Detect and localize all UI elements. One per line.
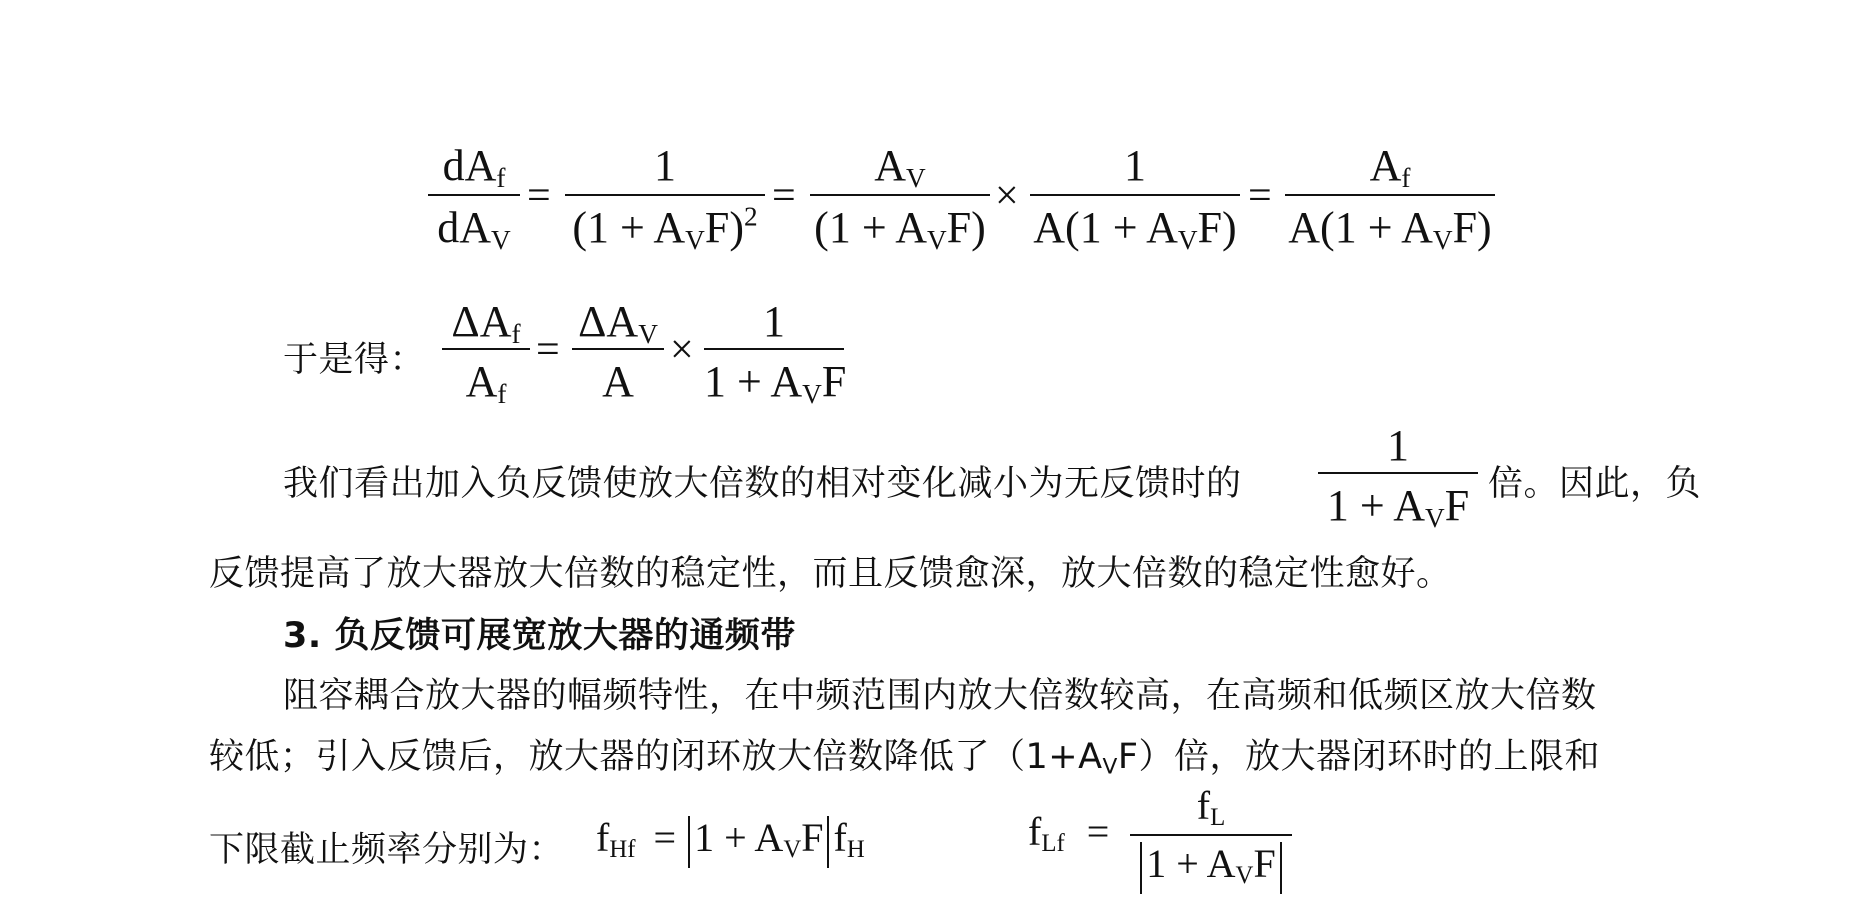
paragraph-line: 倍。因此，负: [1488, 464, 1702, 504]
fraction-delta-av: $\Delta A_V$ A: [572, 296, 664, 416]
fraction-term2: $A_V$ $(1 + A_VF)$: [810, 140, 990, 260]
equals-sign: =: [1248, 173, 1272, 219]
fraction-delta-af: $\Delta A_f$ $A_f$: [442, 296, 530, 416]
equals-sign: =: [536, 327, 560, 373]
fraction-lower-cutoff: $f_L$ $1 + A_VF$: [1130, 782, 1292, 898]
paragraph-line: 反馈提高了放大器放大倍数的稳定性，而且反馈愈深，放大倍数的稳定性愈好。: [209, 554, 1452, 594]
paragraph-line: 较低；引入反馈后，放大器的闭环放大倍数降低了$(1+A_VF)$倍，放大器闭环时的上限和: [209, 737, 1601, 780]
fraction-one-over-feedback: 1 $1 + A_VF$: [704, 297, 847, 409]
flf-symbol: $f_{Lf}$ =: [1028, 809, 1110, 858]
equals-sign: =: [527, 173, 551, 219]
fraction-daf-dav: $dA_f$ $dA_V$: [428, 140, 520, 260]
section-heading: 3. 负反馈可展宽放大器的通频带: [283, 616, 796, 656]
times-sign: ×: [670, 327, 694, 373]
paragraph-line: 阻容耦合放大器的幅频特性，在中频范围内放大倍数较高，在高频和低频区放大倍数: [283, 676, 1597, 716]
cutoff-label: 下限截止频率分别为：: [209, 830, 565, 870]
fraction-term3: 1 $A(1 + A_VF)$: [1030, 140, 1240, 260]
equals-sign: =: [772, 173, 796, 219]
label-therefore: 于是得：: [283, 340, 426, 380]
times-sign: ×: [995, 173, 1019, 219]
paragraph-line: 我们看出加入负反馈使放大倍数的相对变化减小为无反馈时的: [283, 464, 1242, 504]
fraction-term1: 1 $(1 + A_VF)^2$: [565, 140, 765, 260]
equation-upper-cutoff: $f_{Hf} = 1 + A_VF$ $f_H$: [596, 814, 865, 868]
fraction-inline-feedback: 1 $1 + A_VF$: [1318, 420, 1478, 540]
fraction-term4: $A_f$ $A(1 + A_VF)$: [1285, 140, 1495, 260]
